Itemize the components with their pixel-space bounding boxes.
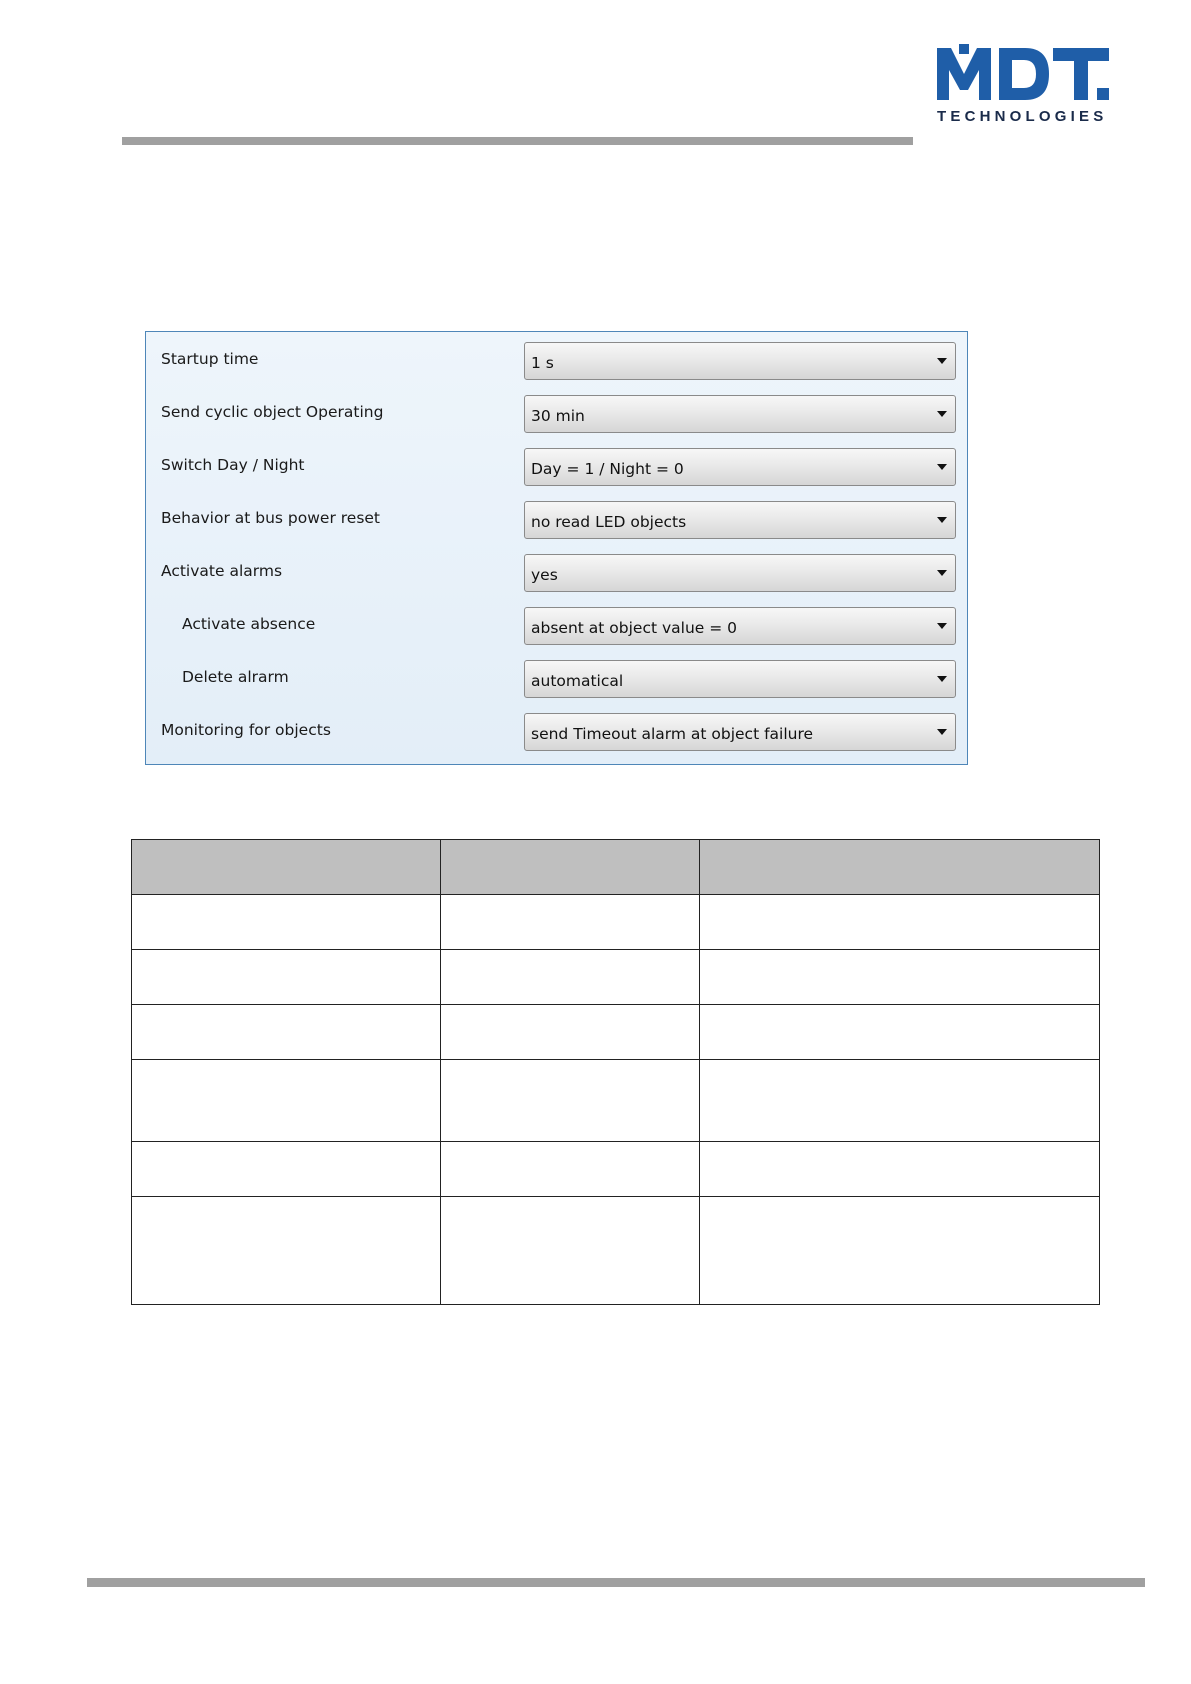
chevron-down-icon bbox=[937, 464, 947, 470]
footer-rule bbox=[87, 1578, 1145, 1587]
chevron-down-icon bbox=[937, 676, 947, 682]
select-value: 1 s bbox=[531, 354, 554, 372]
mdt-logo bbox=[937, 44, 1109, 125]
table-cell bbox=[700, 1197, 1100, 1305]
select-value: send Timeout alarm at object failure bbox=[531, 725, 814, 743]
table-header-row bbox=[132, 840, 1100, 895]
table-cell bbox=[700, 950, 1100, 1005]
chevron-down-icon bbox=[937, 729, 947, 735]
table-header-cell bbox=[441, 840, 700, 895]
param-label: Startup time bbox=[161, 350, 259, 368]
table-row bbox=[132, 1142, 1100, 1197]
param-row-activate-alarms bbox=[146, 554, 967, 592]
parameter-dialog bbox=[145, 331, 968, 765]
param-label: Delete alrarm bbox=[182, 668, 289, 686]
param-row-delete-alarm bbox=[146, 660, 967, 698]
param-label: Behavior at bus power reset bbox=[161, 509, 381, 527]
delete-alarm-select[interactable] bbox=[524, 660, 956, 698]
chevron-down-icon bbox=[937, 517, 947, 523]
table-cell bbox=[132, 1197, 441, 1305]
table-cell bbox=[700, 895, 1100, 950]
table-row bbox=[132, 1197, 1100, 1305]
table-row bbox=[132, 895, 1100, 950]
param-row-send-cyclic bbox=[146, 395, 967, 433]
startup-time-select[interactable] bbox=[524, 342, 956, 380]
param-label: Monitoring for objects bbox=[161, 721, 331, 739]
select-value: absent at object value = 0 bbox=[531, 619, 738, 637]
param-row-monitoring bbox=[146, 713, 967, 751]
table-cell bbox=[441, 1197, 700, 1305]
activate-absence-select[interactable] bbox=[524, 607, 956, 645]
chevron-down-icon bbox=[937, 623, 947, 629]
table-cell bbox=[441, 1005, 700, 1060]
table-header-cell bbox=[700, 840, 1100, 895]
table-cell bbox=[700, 1060, 1100, 1142]
table-cell bbox=[441, 950, 700, 1005]
activate-alarms-select[interactable] bbox=[524, 554, 956, 592]
param-label: Activate absence bbox=[182, 615, 316, 633]
table-cell bbox=[132, 950, 441, 1005]
table-cell bbox=[441, 1142, 700, 1197]
select-value: yes bbox=[531, 566, 558, 584]
bus-power-reset-select[interactable] bbox=[524, 501, 956, 539]
param-label: Activate alarms bbox=[161, 562, 283, 580]
parameter-description-table bbox=[131, 839, 1100, 1305]
switch-day-night-select[interactable] bbox=[524, 448, 956, 486]
param-label: Send cyclic object Operating bbox=[161, 403, 384, 421]
table-cell bbox=[132, 1005, 441, 1060]
table-cell bbox=[700, 1005, 1100, 1060]
table-cell bbox=[700, 1142, 1100, 1197]
table-cell bbox=[132, 1142, 441, 1197]
table-row bbox=[132, 1060, 1100, 1142]
select-value: no read LED objects bbox=[531, 513, 687, 531]
param-row-bus-power-reset bbox=[146, 501, 967, 539]
logo-subtitle: TECHNOLOGIES bbox=[937, 108, 1108, 125]
chevron-down-icon bbox=[937, 570, 947, 576]
param-row-startup-time bbox=[146, 342, 967, 380]
table-row bbox=[132, 950, 1100, 1005]
param-label: Switch Day / Night bbox=[161, 456, 305, 474]
table-cell bbox=[441, 895, 700, 950]
select-value: automatical bbox=[531, 672, 624, 690]
send-cyclic-select[interactable] bbox=[524, 395, 956, 433]
table-cell bbox=[132, 895, 441, 950]
table-row bbox=[132, 1005, 1100, 1060]
header-rule bbox=[122, 137, 913, 145]
chevron-down-icon bbox=[937, 411, 947, 417]
chevron-down-icon bbox=[937, 358, 947, 364]
select-value: 30 min bbox=[531, 407, 585, 425]
monitoring-select[interactable] bbox=[524, 713, 956, 751]
table-cell bbox=[132, 1060, 441, 1142]
mdt-logo-mark bbox=[937, 44, 1109, 100]
table-header-cell bbox=[132, 840, 441, 895]
select-value: Day = 1 / Night = 0 bbox=[531, 460, 684, 478]
param-row-activate-absence bbox=[146, 607, 967, 645]
param-row-switch-day-night bbox=[146, 448, 967, 486]
table-cell bbox=[441, 1060, 700, 1142]
